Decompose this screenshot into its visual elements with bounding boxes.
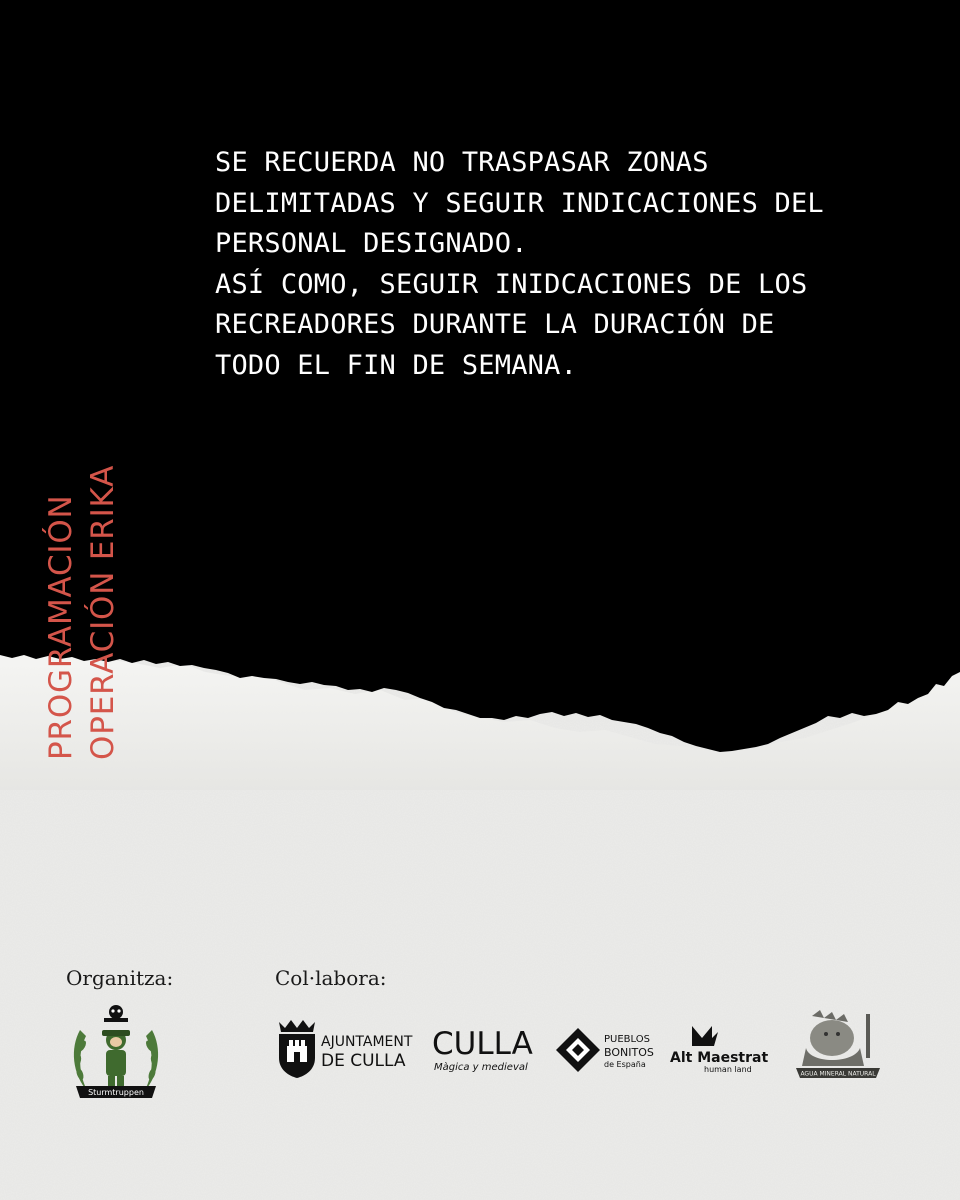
ajuntament-line1: AJUNTAMENT <box>321 1034 413 1050</box>
notice-line: PERSONAL DESIGNADO. <box>215 228 528 259</box>
pueblos-line3: de España <box>604 1060 646 1069</box>
colabora-label: Col·labora: <box>275 966 387 990</box>
sidebar-title-line2: OPERACIÓN ERIKA <box>85 464 121 760</box>
notice-text <box>215 143 925 386</box>
notice-line: RECREADORES DURANTE LA DURACIÓN DE <box>215 309 775 340</box>
alt-maestrat-logo <box>670 1022 769 1074</box>
alt-maestrat-name: Alt Maestrat <box>670 1050 769 1066</box>
culla-subtitle: Màgica y medieval <box>434 1062 528 1073</box>
agua-mineral-text: AGUA MINERAL NATURAL <box>800 1070 876 1078</box>
ajuntament-de-culla-logo <box>275 1018 415 1080</box>
alt-maestrat-tagline: human land <box>704 1065 752 1074</box>
sidebar-title <box>40 465 124 760</box>
sidebar-title-line1: PROGRAMACIÓN <box>43 494 79 760</box>
notice-line: DELIMITADAS Y SEGUIR INDICACIONES DEL <box>215 187 824 219</box>
culla-title: CULLA <box>432 1026 533 1062</box>
sturmtruppen-emblem-logo <box>66 1000 166 1110</box>
organizer-logo-text: Sturmtruppen <box>88 1088 144 1097</box>
pueblos-line2: BONITOS <box>604 1046 654 1059</box>
pueblos-mas-bonitos-logo <box>552 1024 662 1074</box>
organiza-label: Organitza: <box>66 966 174 990</box>
notice-line: ASÍ COMO, SEGUIR INIDCACIONES DE LOS <box>215 268 808 300</box>
ajuntament-line2: DE CULLA <box>321 1051 406 1071</box>
notice-line: TODO EL FIN DE SEMANA. <box>215 349 578 381</box>
pueblos-line1: PUEBLOS <box>604 1034 650 1045</box>
culla-magica-medieval-logo <box>430 1020 533 1078</box>
notice-line: SE RECUERDA NO TRASPASAR ZONAS <box>215 147 709 178</box>
agua-mineral-natural-logo <box>792 1008 884 1084</box>
